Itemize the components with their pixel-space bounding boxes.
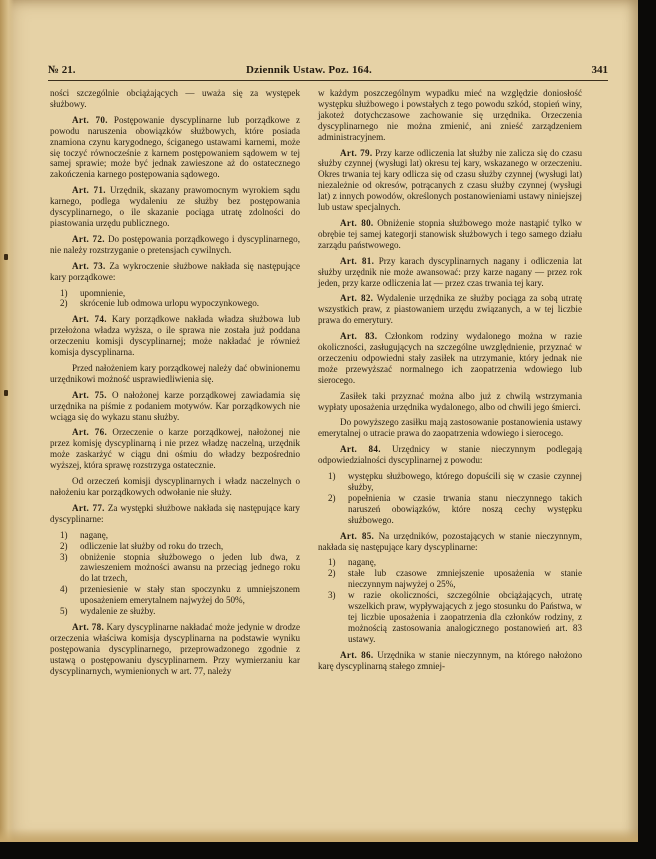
list-item-text: popełnienia w czasie trwania stanu nieczynnego takich naruszeń obowiązków, które noszą cechy występku służbowego.: [348, 492, 582, 525]
paragraph-text: Członkom rodziny wydalonego można w razie okoliczności, zasługujących na szczególne uwzględnienie, przyznać w orzeczeniu odpowiedni stały zasiłek na utrzymanie, który jednak nie może przewyższać normalnego ich zaopatrzenia wdowiego lub sierocego.: [318, 331, 583, 385]
paragraph-text: Kary dyscyplinarne nakładać może jedynie w drodze orzeczenia właściwa komisja dyscyplinarna na podstawie wyniku postępowania dyscyplinarnego, przeprowadzonego zgodnie z ustawą o postępowaniu dyscyplinarnem. Przy wymierzaniu kar dyscyplinarnych, wymienionych w art. 77, należy: [50, 621, 300, 676]
list-item: [50, 298, 300, 309]
paragraph-text: Przy karach dyscyplinarnych nagany i odliczenia lat służby urzędnik nie może awansować: przy karze nagany — przez rok jeden, przy karze odliczenia lat — przez czas trwania tej kary.: [318, 255, 582, 288]
article-label: Art. 81.: [340, 255, 375, 266]
paragraph: [318, 391, 582, 413]
binding-mark: [4, 390, 8, 396]
paragraph-text: Obniżenie stopnia służbowego może nastąpić tylko w obrębie tej samej kategorji stanowisk służbowych i tego samego działu zarządu państwowego.: [318, 217, 582, 250]
list-item: [318, 493, 582, 526]
paragraph: [50, 363, 300, 385]
article-label: Art. 76.: [72, 427, 108, 438]
list-item: [318, 471, 582, 493]
article-label: Art. 77.: [72, 502, 105, 513]
article-label: Art. 82.: [340, 293, 374, 304]
paragraph: [50, 476, 300, 498]
list-item-text: wydalenie ze służby.: [80, 606, 156, 617]
list-item-text: w razie okoliczności, szczególnie obciążających, utratę wszelkich praw, wypływających z jego stosunku do Państwa, w tej liczbie uposażenia i zaopatrzenia dla członków rodziny, z możnością zastosowania analogicznego postanowień art. 83 ustawy.: [348, 590, 582, 644]
list-item: [50, 288, 300, 299]
article-label: Art. 71.: [72, 185, 106, 196]
journal-title: Dziennik Ustaw. Poz. 164.: [246, 64, 372, 76]
paragraph-text: Na urzędników, pozostających w stanie nieczynnym, nakłada się następujące kary dyscyplinarne:: [318, 530, 582, 552]
article-label: Art. 79.: [340, 147, 373, 158]
paragraph-text: Do postępowania porządkowego i dyscyplinarnego, nie należy rozstrzyganie o pretensjach cywilnych.: [50, 233, 300, 255]
list-item: [318, 557, 582, 568]
article-label: Art. 86.: [340, 649, 374, 660]
article-paragraph: [50, 115, 300, 180]
paragraph-text: ności szczególnie obciążających — uważa się za występek służbowy.: [50, 88, 300, 109]
page-header: [48, 64, 608, 80]
article-paragraph: [318, 331, 582, 386]
paragraph-text: Urzędnika w stanie nieczynnym, na którego nałożono karę dyscyplinarną stałego zmniej-: [318, 649, 582, 671]
list-item-number: 1): [328, 471, 336, 482]
list-item-number: 2): [60, 298, 68, 309]
enumerated-list: [318, 471, 582, 526]
list-item-number: 5): [60, 606, 68, 617]
article-label: Art. 74.: [72, 314, 107, 325]
list-item-text: przeniesienie w stały stan spoczynku z umniejszonem uposażeniem emerytalnem najwyżej do 50%,: [80, 584, 300, 606]
paragraph-text: Orzeczenie o karze porządkowej, nałożonej nie przez komisję dyscyplinarną i nie przez władzę naczelną, urzędnik może zaskarżyć w ciągu dni ośmiu do władzy bezpośrednio wyższej, która sprawę rozstrzyga ostatecznie.: [50, 427, 300, 471]
paragraph-text: Od orzeczeń komisji dyscyplinarnych i władz naczelnych o nałożeniu kar porządkowych odwołanie nie służy.: [50, 476, 300, 497]
article-paragraph: [50, 261, 300, 283]
article-paragraph: [318, 293, 582, 326]
paragraph-text: Urzędnicy w stanie nieczynnym podlegają odpowiedzialności dyscyplinarnej z powodu:: [318, 444, 582, 466]
enumerated-list: [318, 557, 582, 644]
list-item-text: obniżenie stopnia służbowego o jeden lub dwa, z zawieszeniem możności awansu na przeciąg jednego roku do lat trzech,: [80, 551, 300, 584]
list-item-number: 3): [328, 590, 336, 601]
list-item-number: 2): [60, 540, 68, 551]
paragraph-text: Za występki służbowe nakłada się następujące kary dyscyplinarne:: [50, 502, 300, 524]
list-item: [50, 584, 300, 606]
article-label: Art. 85.: [340, 530, 375, 541]
paragraph: [318, 417, 582, 439]
article-paragraph: [50, 314, 300, 358]
paragraph-text: Postępowanie dyscyplinarne lub porządkowe z powodu naruszenia obowiązków służbowych, które posiada znamiona czynu karygodnego, ściganego ustawami karnemi, może się toczyć równocześnie z karnem postępowaniem sądowem w tej samej sprawie; może być jednak zawieszone aż do ostatecznego zakończenia karnego postępowania sądowego.: [50, 114, 300, 180]
list-item-text: występku służbowego, którego dopuścili się w czasie czynnej służby,: [348, 471, 582, 492]
paragraph-text: w każdym poszczególnym wypadku mieć na względzie doniosłość występku służbowego i powstałych z tego powodu szkód, stopień winy, jakoteż dotychczasowe zachowanie się urzędnika. Orzeczenia dyscyplinarnego nie można zmienić, ani znieść zarządzeniem administracyjnem.: [318, 88, 582, 142]
article-label: Art. 70.: [72, 114, 108, 125]
list-item-text: skrócenie lub odmowa urlopu wypoczynkowego.: [80, 298, 260, 309]
article-label: Art. 80.: [340, 217, 374, 228]
list-item-text: odliczenie lat służby od roku do trzech,: [80, 540, 224, 551]
article-paragraph: [318, 531, 582, 553]
binding-mark: [4, 254, 8, 260]
article-label: Art. 73.: [72, 260, 106, 271]
paragraph-text: Urzędnik, skazany prawomocnym wyrokiem sądu karnego, podlega wydaleniu ze służby bez postępowania dyscyplinarnego, o ile skazanie pociąga utratę zdolności do piastowania urzędu publicznego.: [50, 185, 300, 228]
article-paragraph: [318, 148, 582, 213]
paragraph-text: Do powyższego zasiłku mają zastosowanie postanowienia ustawy emerytalnej o utracie prawa do zaopatrzenia wdowiego i sierocego.: [318, 417, 582, 439]
list-item: [50, 552, 300, 585]
paragraph-text: Wydalenie urzędnika ze służby pociąga za sobą utratę wszystkich praw, z piastowaniem urzędu związanych, a w tej liczbie prawa do emerytury.: [318, 293, 582, 326]
article-label: Art. 83.: [340, 331, 378, 342]
article-paragraph: [318, 650, 582, 672]
paragraph-text: Przy karze odliczenia lat służby nie zalicza się do czasu służby czynnej (wysługi lat) okresu tej kary, wskazanego w orzeczeniu. Okres trwania tej kary odlicza się od czasu służby czynnej (wysługi lat) niezależnie od okresów, potrącanych z czasu służby czynnej (wysługi lat) z innych powodów, określonych postanowieniami ustawy niniejszej lub ustaw specjalnych.: [318, 147, 582, 213]
article-paragraph: [50, 622, 300, 677]
issue-number: № 21.: [48, 64, 76, 76]
article-label: Art. 78.: [72, 621, 105, 632]
list-item: [318, 568, 582, 590]
article-paragraph: [318, 218, 582, 251]
list-item-number: 1): [60, 287, 68, 298]
article-paragraph: [50, 185, 300, 229]
list-item-number: 1): [328, 557, 336, 568]
list-item-number: 1): [60, 529, 68, 540]
list-item: [50, 530, 300, 541]
list-item-number: 3): [60, 551, 68, 562]
continued-paragraph: [318, 88, 582, 143]
paragraph-text: O nałożonej karze porządkowej zawiadamia się urzędnika na piśmie z podaniem motywów. Kar porządkowych nie wciąga się do wykazu stanu służby.: [50, 389, 301, 422]
list-item: [50, 541, 300, 552]
list-item-text: naganę,: [348, 557, 377, 568]
article-paragraph: [318, 444, 582, 466]
list-item-number: 2): [328, 492, 336, 503]
article-label: Art. 75.: [72, 389, 107, 400]
article-label: Art. 72.: [72, 233, 105, 244]
header-rule: [48, 80, 608, 81]
enumerated-list: [50, 530, 300, 617]
article-paragraph: [50, 234, 300, 256]
list-item-text: upomnienie,: [80, 287, 126, 298]
article-paragraph: [50, 390, 300, 423]
paragraph-text: Przed nałożeniem kary porządkowej należy dać obwinionemu urzędnikowi możność usprawiedliwienia się.: [50, 362, 300, 384]
article-paragraph: [318, 256, 582, 289]
left-column: [50, 88, 300, 682]
list-item: [318, 590, 582, 645]
continued-paragraph: [50, 88, 300, 110]
paragraph-text: Za wykroczenie służbowe nakłada się następujące kary porządkowe:: [50, 260, 300, 282]
article-paragraph: [50, 427, 300, 471]
paragraph-text: Zasiłek taki przyznać można albo już z chwilą wstrzymania wypłaty uposażenia urzędnika wydalonego, albo od chwili jego śmierci.: [318, 390, 582, 412]
page-number: 341: [591, 64, 608, 76]
list-item: [50, 606, 300, 617]
article-label: Art. 84.: [340, 444, 381, 455]
article-paragraph: [50, 503, 300, 525]
list-item-text: stałe lub czasowe zmniejszenie uposażenia w stanie nieczynnym najwyżej o 25%,: [348, 568, 582, 590]
list-item-number: 4): [60, 584, 68, 595]
list-item-text: naganę,: [80, 529, 109, 540]
paragraph-text: Kary porządkowe nakłada władza służbowa lub przełożona władza wyższa, o ile sprawa nie została już poddana orzeczeniu komisji dyscyplinarnej; może nakładać je również komisja dyscyplinarna.: [50, 314, 300, 358]
enumerated-list: [50, 288, 300, 310]
right-column: [318, 88, 582, 677]
list-item-number: 2): [328, 568, 336, 579]
